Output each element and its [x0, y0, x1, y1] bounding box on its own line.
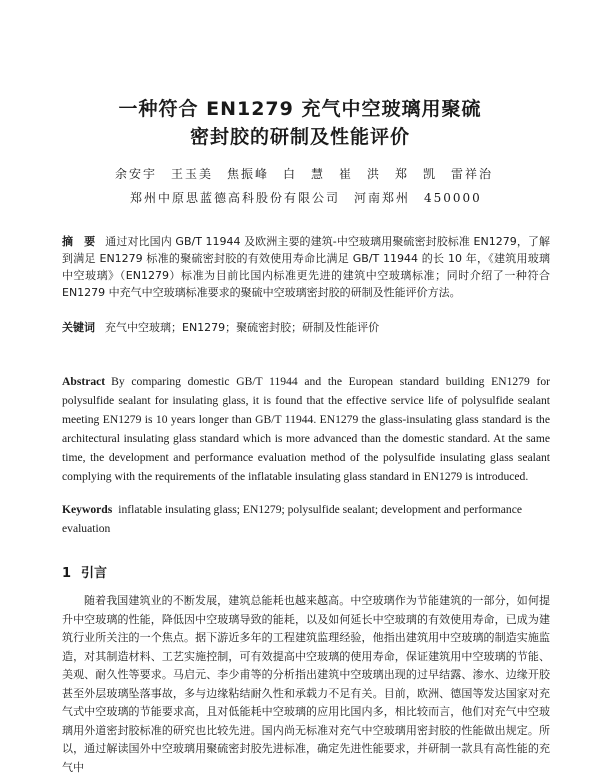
- keywords-en-text: inflatable insulating glass; EN1279; polysulfide sealant; development and performance evaluation: [62, 503, 522, 535]
- keywords-cn-label: 关键词: [62, 321, 95, 334]
- abstract-cn: [62, 233, 550, 301]
- section-heading: [62, 562, 107, 581]
- paper-title-line-2: 密封胶的研制及性能评价: [189, 126, 410, 148]
- abstract-en-text: By comparing domestic GB/T 11944 and the European standard building EN1279 for polysulfide sealant for insulating glass, it is found that the effective service life of polysulfide sealant meeting EN1279 is 10 years longer than GB/T 11944. EN1279 the glass-insulating glass standard is the architectural insulating glass standard which is more advanced than the domestic standard. At the same time, the development and performance evaluation method of the polysulfide insulating glass sealant complying with the requirements of the inflatable insulating glass standard in EN1279 is introduced.: [62, 375, 550, 483]
- abstract-en-label: Abstract: [62, 375, 106, 388]
- paper-title-line-1: 一种符合 EN1279 充气中空玻璃用聚硫: [118, 98, 482, 120]
- abstract-en: [62, 372, 550, 486]
- section-title: 引言: [81, 566, 108, 581]
- keywords-cn: [62, 319, 550, 335]
- abstract-cn-label: 摘 要: [62, 235, 96, 248]
- section-number: 1: [62, 566, 72, 581]
- keywords-en-label: Keywords: [62, 503, 113, 516]
- abstract-cn-text: 通过对比国内 GB/T 11944 及欧洲主要的建筑-中空玻璃用聚硫密封胶标准 EN1279，了解到满足 EN1279 标准的聚硫密封胶的有效使用寿命比满足 GB/T 11944 的长 10 年，《建筑用玻璃 中空玻璃》（EN1279）标准为目前比国内标准更先进的建筑中空玻璃标准；同时介绍了一种符合 EN1279 中充气中空玻璃标准要求的聚硫中空玻璃密封胶的研制及性能评价方法。: [62, 235, 550, 299]
- keywords-en: [62, 500, 550, 538]
- keywords-cn-text: 充气中空玻璃；EN1279；聚硫密封胶；研制及性能评价: [105, 321, 380, 334]
- body-paragraph: 随着我国建筑业的不断发展，建筑总能耗也越来越高。中空玻璃作为节能建筑的一部分，如何提升中空玻璃的性能，降低因中空玻璃导致的能耗，以及如何延长中空玻璃的有效使用寿命，已成为建筑行业所关注的一个焦点。据下游近多年的工程建筑监理经验，他指出建筑用中空玻璃的制造实施监造，对其制造材料、工艺实施控制，可有效提高中空玻璃的使用寿命，保证建筑用中空玻璃的节能、美观、耐久性等要求。马启元、李少甫等的分析指出建筑中空玻璃出现的过早结露、渗水、边缘开胶甚至外层玻璃坠落事故，多与边缘粘结耐久性和承载力不足有关。目前，欧洲、德国等发达国家对充气式中空玻璃的节能要求高，且对低能耗中空玻璃的应用比国内多，相比较而言，他们对充气中空玻璃用外道密封胶标准的研究也比较先进。国内尚无标准对充气中空玻璃用密封胶的性能做出规定。所以，通过解读国外中空玻璃用聚硫密封胶先进标准，确定先进性能要求，并研制一款具有高性能的充气中: [62, 594, 550, 774]
- affiliation: 郑州中原思蓝德高科股份有限公司 河南郑州 450000: [130, 191, 482, 205]
- author-list: 余安宇 王玉美 焦振峰 白 慧 崔 洪 郑 凯 雷祥治: [115, 167, 494, 181]
